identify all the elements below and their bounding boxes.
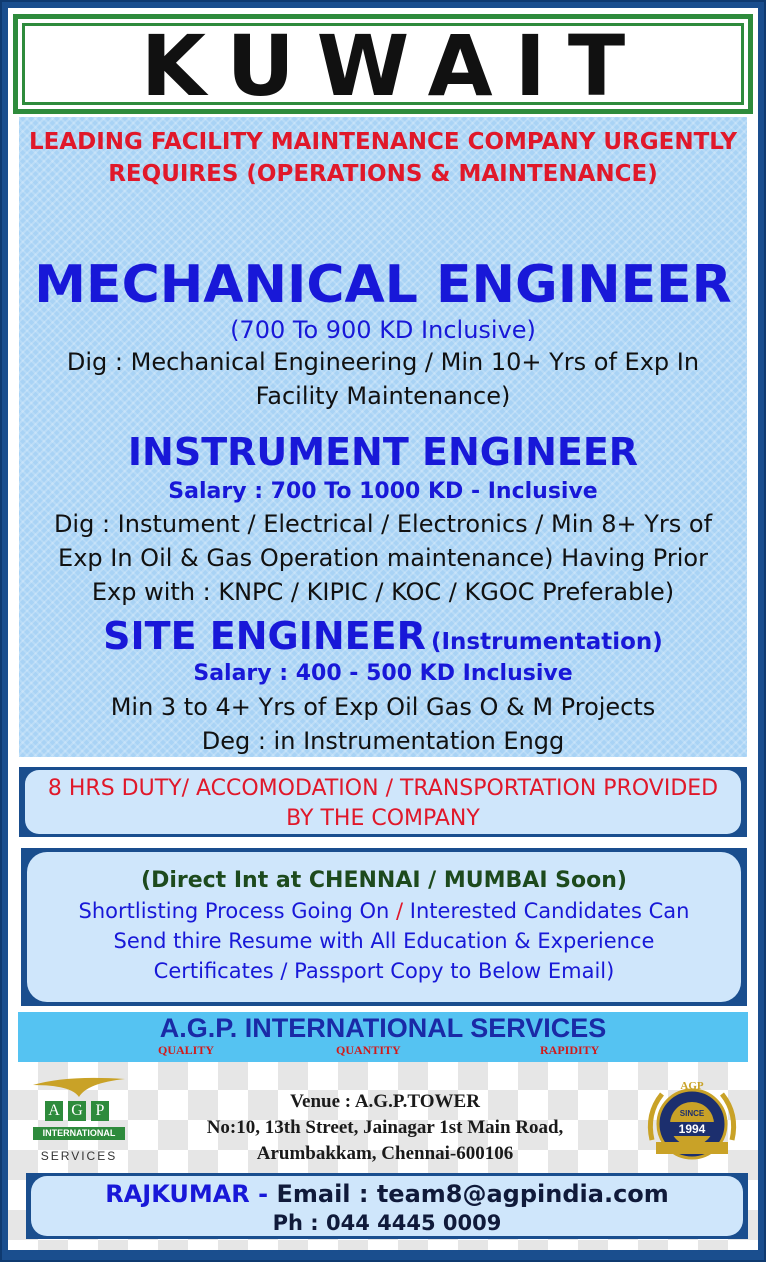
agp-logo-letter-p: P: [95, 1102, 105, 1119]
venue-line-1: Venue : A.G.P.TOWER: [290, 1091, 480, 1112]
company-name: A.G.P. INTERNATIONAL SERVICES: [159, 1013, 607, 1043]
job-salary-instrument: Salary : 700 To 1000 KD - Inclusive: [168, 479, 598, 504]
interview-box: [21, 848, 747, 1006]
title-banner: [13, 14, 753, 114]
benefits-line-1: 8 HRS DUTY/ ACCOMODATION / TRANSPORTATION PROVIDED: [47, 776, 719, 801]
company-tag-quality: QUALITY: [158, 1043, 215, 1057]
job-detail-instrument-3: Exp with : KNPC / KIPIC / KOC / KGOC Preferable): [91, 578, 675, 606]
seal-top-text: AGP: [680, 1080, 704, 1092]
job-title-site: [19, 615, 747, 665]
benefits-line-2: BY THE COMPANY: [286, 806, 480, 831]
seal-since: SINCE: [679, 1109, 705, 1118]
job-detail-instrument-2: Exp In Oil & Gas Operation maintenance) Having Prior: [58, 544, 708, 572]
job-title-instrument: INSTRUMENT ENGINEER: [127, 430, 639, 474]
interview-line-3: Certificates / Passport Copy to Below Email): [153, 959, 615, 983]
benefits-box: [19, 767, 747, 837]
benefits-inner: [25, 770, 741, 834]
job-detail-site-1: Min 3 to 4+ Yrs of Exp Oil Gas O & M Projects: [110, 693, 656, 721]
since-1994-seal: [640, 1080, 744, 1172]
job-detail-mechanical-1: Dig : Mechanical Engineering / Min 10+ Yrs of Exp In: [66, 348, 700, 376]
company-tag-quantity: QUANTITY: [336, 1043, 401, 1057]
contact-name: RAJKUMAR -: [105, 1180, 269, 1208]
contact-phone[interactable]: Ph : 044 4445 0009: [272, 1211, 502, 1235]
job-detail-mechanical-2: Facility Maintenance): [255, 382, 511, 410]
jobs-panel: [19, 117, 747, 757]
job-detail-instrument-1: Dig : Instument / Electrical / Electronics / Min 8+ Yrs of: [53, 510, 713, 538]
interview-line-1: [27, 896, 741, 926]
agp-logo-services: SERVICES: [40, 1149, 118, 1163]
job-detail-site-2: Deg : in Instrumentation Engg: [201, 727, 565, 755]
venue-line-2: No:10, 13th Street, Jainagar 1st Main Road,: [206, 1117, 564, 1138]
interview-inner: [27, 852, 741, 1002]
company-tag-rapidity: RAPIDITY: [540, 1043, 600, 1057]
company-banner: [18, 1012, 748, 1062]
interview-line-1a: Shortlisting Process Going On: [78, 899, 390, 923]
contact-line-1: [31, 1179, 743, 1209]
benefits-text: [25, 774, 741, 834]
contact-email[interactable]: Email : team8@agpindia.com: [276, 1180, 669, 1208]
contact-inner: [31, 1176, 743, 1236]
interview-separator: /: [396, 899, 404, 923]
job-title-mechanical: MECHANICAL ENGINEER: [34, 255, 732, 315]
interview-line-1b: Interested Candidates Can: [409, 899, 690, 923]
job-title-site-main: SITE ENGINEER: [103, 614, 426, 658]
venue-line-3: Arumbakkam, Chennai-600106: [256, 1143, 514, 1164]
seal-year: 1994: [678, 1122, 706, 1136]
agp-logo-band: INTERNATIONAL: [42, 1128, 116, 1138]
job-salary-site: Salary : 400 - 500 KD Inclusive: [193, 661, 573, 686]
job-salary-mechanical: (700 To 900 KD Inclusive): [230, 316, 536, 344]
interview-headline: (Direct Int at CHENNAI / MUMBAI Soon): [141, 868, 627, 893]
job-title-site-suffix: (Instrumentation): [430, 629, 663, 655]
agp-logo: [27, 1075, 131, 1167]
contact-box: [26, 1173, 748, 1239]
interview-line-2: Send thire Resume with All Education & Experience: [113, 929, 655, 953]
page-title: KUWAIT: [140, 17, 648, 115]
intro-line-2: REQUIRES (OPERATIONS & MAINTENANCE): [108, 161, 658, 187]
agp-logo-letter-g: G: [71, 1102, 83, 1119]
intro-line-1: LEADING FACILITY MAINTENANCE COMPANY URGENTLY: [28, 129, 738, 155]
agp-logo-letter-a: A: [48, 1102, 60, 1119]
